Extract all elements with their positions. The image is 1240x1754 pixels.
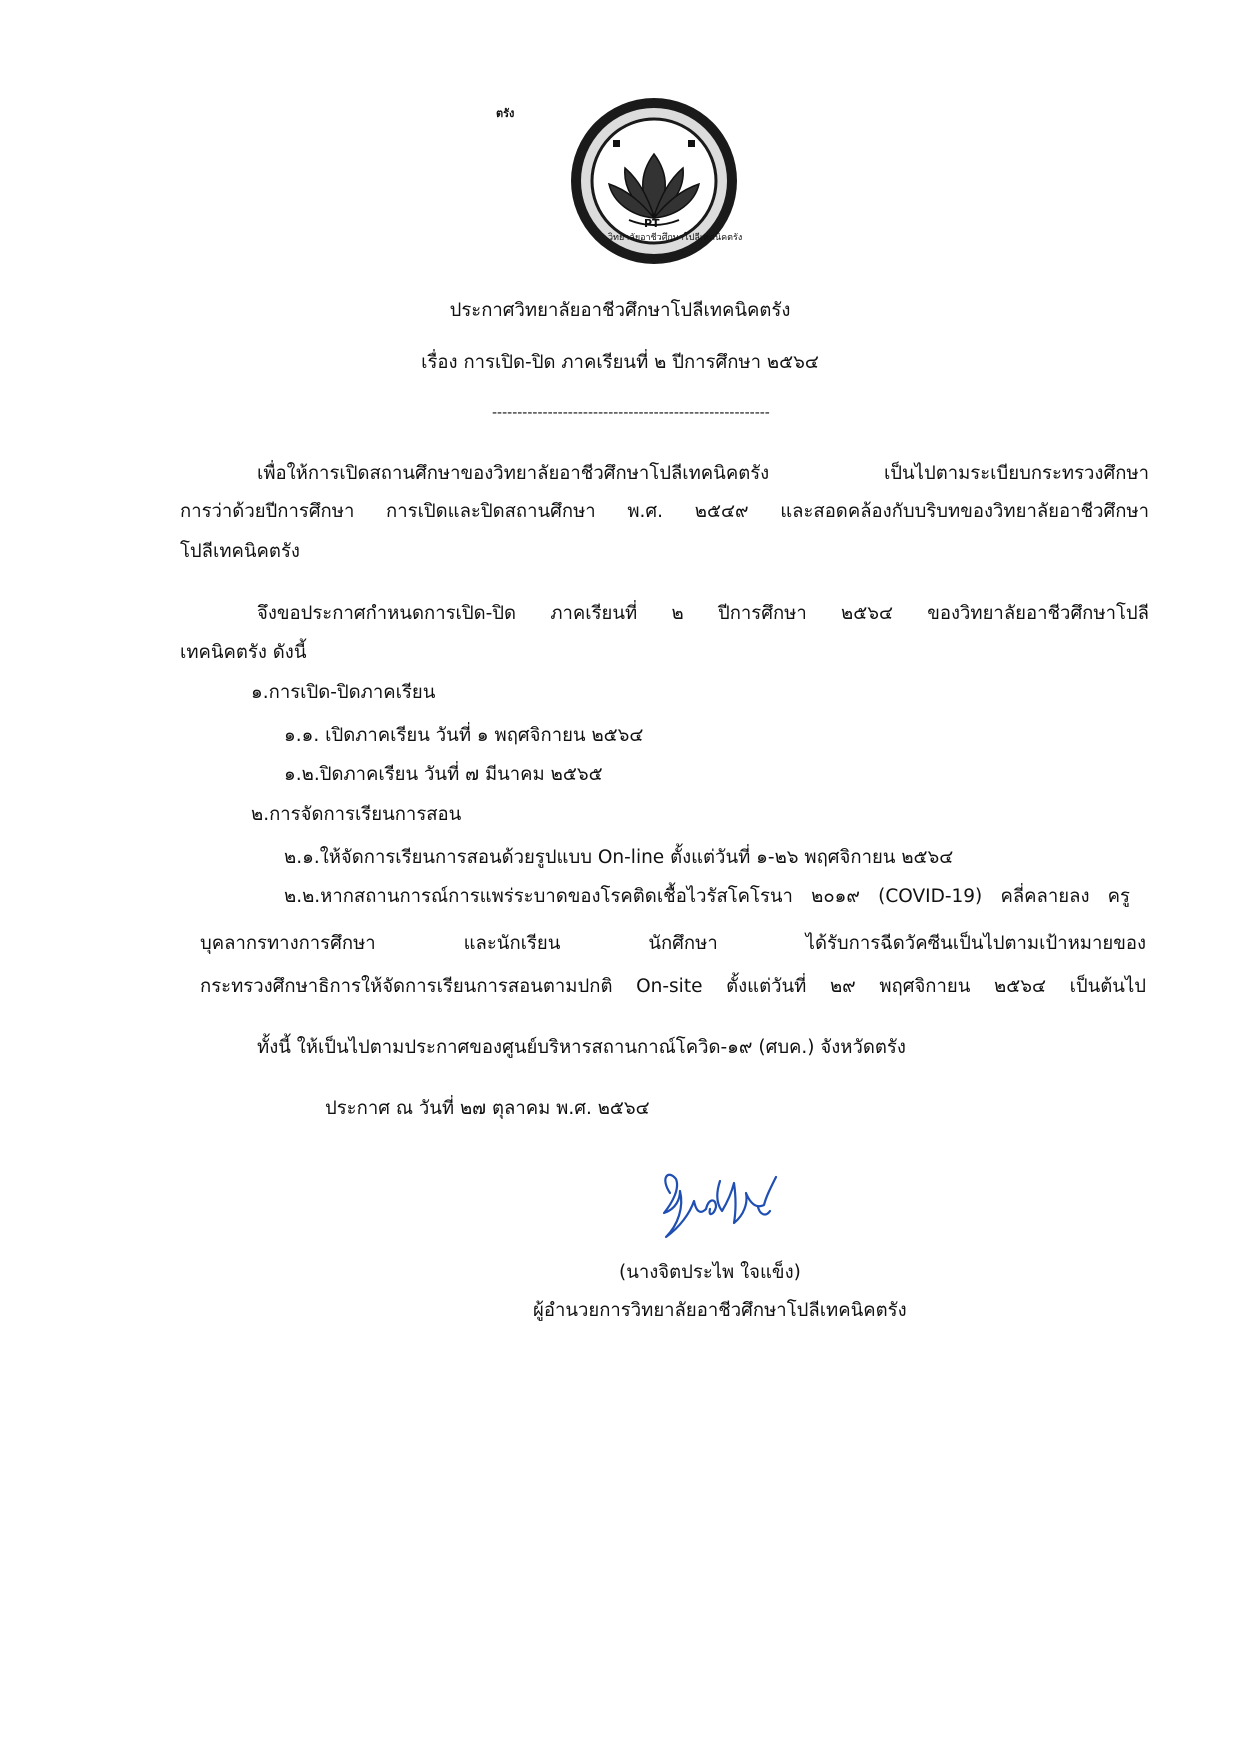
- director-signature: [650, 1163, 790, 1243]
- logo-text-pt: PT: [644, 217, 660, 230]
- closing-statement: ทั้งนี้ ให้เป็นไปตามประกาศของศูนย์บริหารสถานกาณ์โควิด-๑๙ (ศบค.) จังหวัดตรัง: [257, 1037, 906, 1058]
- section-1-item-1: ๑.๑. เปิดภาคเรียน วันที่ ๑ พฤศจิกายน ๒๕๖๔: [284, 725, 644, 746]
- paragraph-2-line-1: จึงขอประกาศกำหนดการเปิด-ปิด ภาคเรียนที่ ๒ ปีการศึกษา ๒๕๖๔ ของวิทยาลัยอาชีวศึกษาโปลี: [257, 603, 1149, 624]
- announcement-title: ประกาศวิทยาลัยอาชีวศึกษาโปลีเทคนิคตรัง: [449, 300, 791, 321]
- signatory-position: ผู้อำนวยการวิทยาลัยอาชีวศึกษาโปลีเทคนิคตรัง: [533, 1300, 907, 1321]
- paragraph-2-line-2: เทคนิคตรัง ดังนี้: [180, 642, 307, 663]
- paragraph-1-line-1: เพื่อให้การเปิดสถานศึกษาของวิทยาลัยอาชีวศึกษาโปลีเทคนิคตรัง เป็นไปตามระเบียบกระทรวงศึกษา: [257, 463, 1149, 484]
- section-2-item-1: ๒.๑.ให้จัดการเรียนการสอนด้วยรูปแบบ On-line ตั้งแต่วันที่ ๑-๒๖ พฤศจิกายน ๒๕๖๔: [284, 847, 954, 868]
- section-2-item-2-line-2: บุคลากรทางการศึกษา และนักเรียน นักศึกษา ได้รับการฉีดวัคซีนเป็นไปตามเป้าหมายของ: [200, 933, 1146, 954]
- logo-text-top: ตรัง: [496, 107, 515, 120]
- announcement-date: ประกาศ ณ วันที่ ๒๗ ตุลาคม พ.ศ. ๒๕๖๔: [325, 1098, 650, 1119]
- logo-text-ring: วิทยาลัยอาชีวศึกษาโปลีเทคนิคตรัง: [608, 233, 743, 243]
- paragraph-1-line-3: โปลีเทคนิคตรัง: [180, 541, 300, 562]
- signatory-name: (นางจิตประไพ ใจแข็ง): [619, 1262, 801, 1283]
- section-2-item-2-line-1: ๒.๒.หากสถานการณ์การแพร่ระบาดของโรคติดเชื้อไวรัสโคโรนา ๒๐๑๙ (COVID-19) คลี่คลายลง ครู: [284, 886, 1130, 907]
- paragraph-1-line-2: การว่าด้วยปีการศึกษา การเปิดและปิดสถานศึกษา พ.ศ. ๒๕๔๙ และสอดคล้องกับบริบทของวิทยาลัยอาชีวศึกษา: [180, 501, 1149, 522]
- title-divider: -------------------------------------------------------: [492, 405, 770, 421]
- announcement-subject: เรื่อง การเปิด-ปิด ภาคเรียนที่ ๒ ปีการศึกษา ๒๕๖๔: [421, 352, 819, 373]
- section-1-item-2: ๑.๒.ปิดภาคเรียน วันที่ ๗ มีนาคม ๒๕๖๕: [284, 764, 603, 785]
- section-2-title: ๒.การจัดการเรียนการสอน: [251, 804, 462, 825]
- section-1-title: ๑.การเปิด-ปิดภาคเรียน: [251, 682, 436, 703]
- section-2-item-2-line-3: กระทรวงศึกษาธิการให้จัดการเรียนการสอนตามปกติ On-site ตั้งแต่วันที่ ๒๙ พฤศจิกายน ๒๕๖๔ เป็นต้นไป: [200, 976, 1146, 997]
